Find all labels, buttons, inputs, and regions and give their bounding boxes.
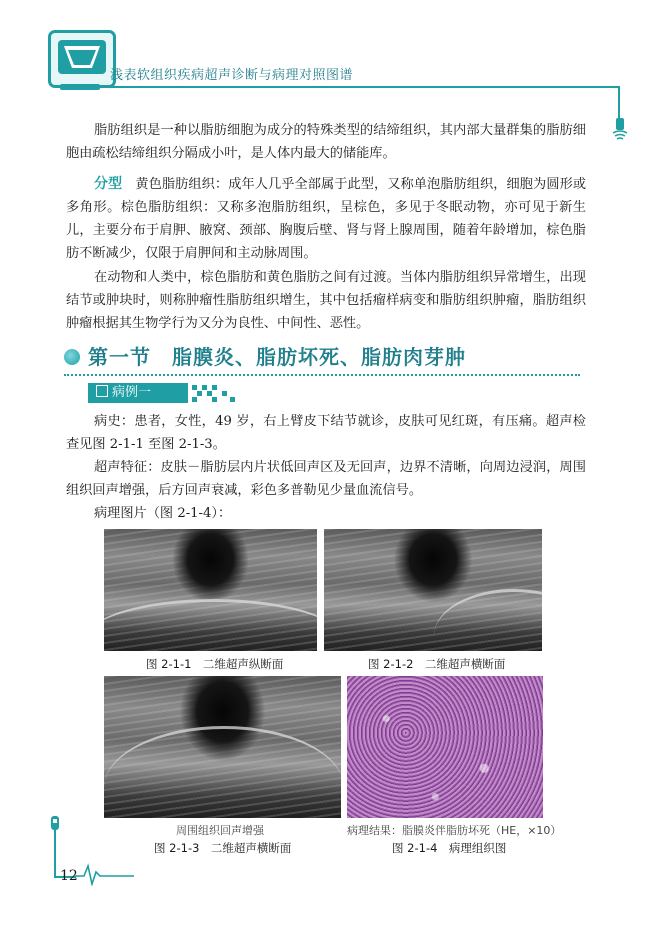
- figure-caption: 图 2-1-4 病理组织图: [392, 841, 507, 855]
- classification-label: 分型: [94, 176, 123, 192]
- book-title: 浅表软组织疾病超声诊断与病理对照图谱: [110, 68, 354, 83]
- checker-decoration: [190, 383, 236, 403]
- pathology-result: 病理结果：脂膜炎伴脂肪坏死（HE，×10）: [347, 824, 562, 837]
- header-rule: [106, 86, 620, 88]
- monitor-logo-icon: [48, 30, 116, 88]
- pathology-intro: 病理图片（图 2-1-4）：: [94, 506, 232, 521]
- figure-annotation: 周围组织回声增强: [176, 824, 264, 837]
- figure-caption: 图 2-1-3 二维超声横断面: [154, 841, 292, 855]
- logo-stand: [60, 84, 100, 90]
- case-tag-label: 病例一: [112, 385, 152, 400]
- waveform-decoration: [74, 862, 134, 886]
- classification-text: 黄色脂肪组织：成年人几乎全部属于此型，又称单泡脂肪组织，细胞为圆形或多角形。棕色脂肪组织：又称多泡脂肪组织，呈棕色，多见于冬眠动物，亦可见于新生儿，主要分布于肩胛、腋窝、颈部、胸腹后壁、肾与肾上腺周围，随着年龄增加，棕色脂肪不断减少，仅限于肩胛间和主动脉周围。: [66, 177, 587, 261]
- figure-caption: 图 2-1-1 二维超声纵断面: [146, 657, 284, 671]
- section-divider: [64, 374, 580, 376]
- figure-caption: 图 2-1-2 二维超声横断面: [368, 657, 506, 671]
- ultrasound-longitudinal-image: [104, 529, 317, 651]
- ultrasound-probe-icon: [610, 118, 630, 142]
- case-history: 病史：患者，女性，49 岁，右上臂皮下结节就诊，皮肤可见红斑，有压痛。超声检查见图 2-1-1 至图 2-1-3。: [66, 414, 586, 452]
- section-bullet-icon: [64, 349, 80, 365]
- case-document-icon: [96, 385, 108, 397]
- footer-rule: [54, 836, 56, 876]
- intro-paragraph: 脂肪组织是一种以脂肪细胞为成分的特殊类型的结缔组织，其内部大量群集的脂肪细胞由疏松结缔组织分隔成小叶，是人体内最大的储能库。: [66, 123, 586, 161]
- classification-paragraph: [66, 173, 586, 265]
- ultrasound-features: 超声特征：皮肤－脂肪层内片状低回声区及无回声，边界不清晰，向周边浸润，周围组织回声增强，后方回声衰减，彩色多普勒见少量血流信号。: [66, 460, 586, 498]
- case-tag: [88, 383, 188, 403]
- pathology-image: [347, 676, 543, 818]
- header-rule-vertical: [618, 86, 620, 122]
- ultrasound-probe-icon: [45, 816, 65, 838]
- page-number: 12: [60, 868, 78, 884]
- ultrasound-transverse-image: [104, 676, 341, 818]
- section-title: 第一节 脂膜炎、脂肪坏死、脂肪肉芽肿: [88, 345, 466, 369]
- transition-paragraph: 在动物和人类中，棕色脂肪和黄色脂肪之间有过渡。当体内脂肪组织异常增生，出现结节或肿块时，则称肿瘤性脂肪组织增生，其中包括瘤样病变和脂肪组织肿瘤，脂肪组织肿瘤根据其生物学行为又分为良性、中间性、恶性。: [66, 270, 586, 331]
- ultrasound-transverse-image: [324, 529, 542, 651]
